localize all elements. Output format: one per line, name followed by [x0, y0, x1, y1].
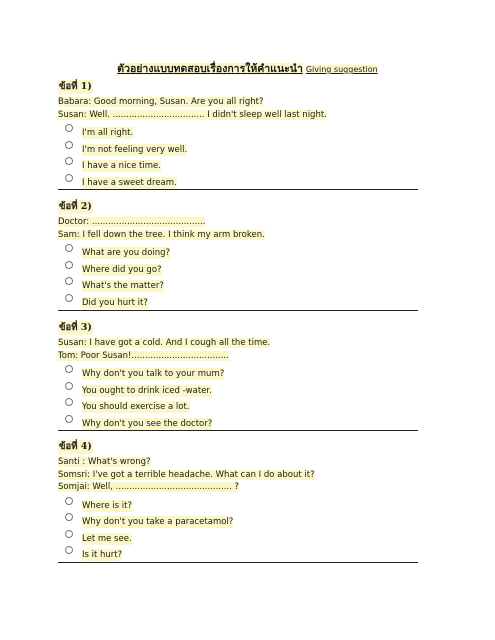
radio-button-icon[interactable] — [65, 157, 73, 165]
option-label: Why don't you see the doctor? — [82, 418, 213, 429]
option-label: I have a nice time. — [82, 161, 161, 171]
option-label: You should exercise a lot. — [82, 402, 190, 412]
answer-option[interactable] — [65, 125, 418, 142]
answer-option[interactable] — [65, 262, 418, 279]
dialogue-line: Santi : What's wrong? — [58, 457, 151, 467]
option-label: Did you hurt it? — [82, 297, 148, 308]
question-3 — [58, 315, 418, 432]
dialogue-line: Doctor: .......................................... — [58, 217, 206, 227]
radio-button-icon[interactable] — [65, 294, 73, 302]
radio-button-icon[interactable] — [65, 530, 73, 538]
question-2 — [58, 194, 418, 311]
dialogue-line: Somsri: I've got a terrible headache. What can I do about it? — [58, 469, 315, 480]
option-label: You ought to drink iced -water. — [82, 385, 212, 396]
answer-option[interactable] — [65, 142, 418, 159]
option-label: What are you doing? — [82, 248, 171, 258]
radio-button-icon[interactable] — [65, 546, 73, 554]
radio-button-icon[interactable] — [65, 277, 73, 285]
dialogue-line: Susan: Well. .................................. I didn't sleep well last night. — [58, 109, 327, 120]
radio-button-icon[interactable] — [65, 244, 73, 252]
divider — [58, 189, 418, 190]
radio-button-icon[interactable] — [65, 261, 73, 269]
question-4 — [58, 434, 418, 564]
question-label: ข้อที่ 4) — [59, 441, 92, 452]
question-1 — [58, 74, 418, 191]
radio-button-icon[interactable] — [65, 365, 73, 373]
radio-button-icon[interactable] — [65, 398, 73, 406]
answer-option[interactable] — [65, 158, 418, 175]
option-label: I have a sweet dream. — [82, 177, 177, 188]
option-label: Why don't you take a paracetamol? — [82, 517, 234, 527]
dialogue-line: Sam: I fell down the tree. I think my arm broken. — [58, 229, 265, 240]
answer-option[interactable] — [65, 245, 418, 262]
radio-button-icon[interactable] — [65, 415, 73, 423]
radio-button-icon[interactable] — [65, 513, 73, 521]
option-label: Why don't you talk to your mum? — [82, 369, 225, 379]
answer-option[interactable] — [65, 383, 418, 400]
divider — [58, 430, 418, 431]
answer-option[interactable] — [65, 498, 418, 515]
answer-option[interactable] — [65, 531, 418, 548]
option-label: Where did you go? — [82, 264, 162, 275]
answer-option[interactable] — [65, 399, 418, 416]
divider — [58, 310, 418, 311]
radio-button-icon[interactable] — [65, 174, 73, 182]
radio-button-icon[interactable] — [65, 497, 73, 505]
option-label: I'm all right. — [82, 128, 134, 138]
question-label: ข้อที่ 1) — [59, 81, 92, 92]
answer-option[interactable] — [65, 295, 418, 312]
radio-button-icon[interactable] — [65, 382, 73, 390]
dialogue-line: Somjai: Well, ........................................... ? — [58, 482, 240, 492]
option-label: Let me see. — [82, 533, 132, 544]
option-label: I'm not feeling very well. — [82, 144, 188, 155]
title-english: Giving suggestion — [305, 65, 378, 74]
question-label: ข้อที่ 3) — [59, 322, 92, 333]
answer-option[interactable] — [65, 278, 418, 295]
divider — [58, 562, 418, 563]
option-label: Is it hurt? — [82, 550, 123, 560]
answer-option[interactable] — [65, 514, 418, 531]
option-label: What's the matter? — [82, 281, 164, 291]
dialogue-line: Susan: I have got a cold. And I cough all the time. — [58, 338, 271, 348]
dialogue-line: Tom: Poor Susan!.................................... — [58, 350, 229, 361]
option-label: Where is it? — [82, 500, 132, 511]
answer-option[interactable] — [65, 366, 418, 383]
question-label: ข้อที่ 2) — [59, 201, 92, 212]
title-thai: ตัวอย่างแบบทดสอบเรื่องการให้คำแนะนำ — [117, 63, 303, 75]
dialogue-line: Babara: Good morning, Susan. Are you all right? — [58, 97, 264, 107]
radio-button-icon[interactable] — [65, 124, 73, 132]
radio-button-icon[interactable] — [65, 141, 73, 149]
